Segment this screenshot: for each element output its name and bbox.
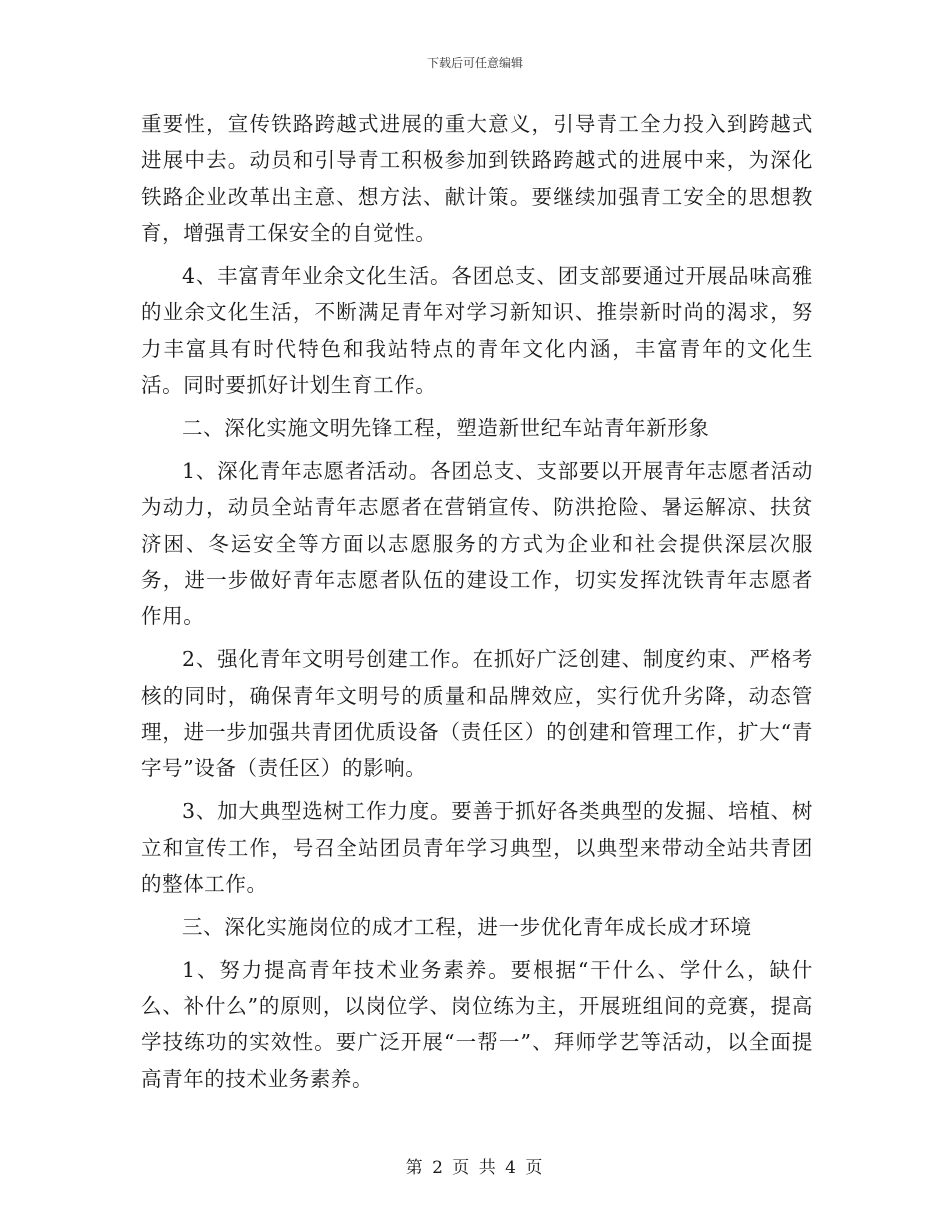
- paragraph-section2-item-1: 1、深化青年志愿者活动。各团总支、支部要以开展青年志愿者活动为动力，动员全站青年志愿者在营销宣传、防洪抢险、暑运解凉、扶贫济困、冬运安全等方面以志愿服务的方式为企业和社会提供深层次服务，进一步做好青年志愿者队伍的建设工作，切实发挥沈铁青年志愿者作用。: [141, 458, 813, 629]
- page-number-footer: 第 2 页 共 4 页: [405, 1158, 545, 1178]
- section-heading-3: 三、深化实施岗位的成才工程，进一步优化青年成长成才环境: [182, 914, 752, 939]
- page-header: 下载后可任意编辑: [426, 56, 523, 70]
- paragraph-item-4: 4、丰富青年业余文化生活。各团总支、团支部要通过开展品味高雅的业余文化生活，不断满足青年对学习新知识、推崇新时尚的渴求，努力丰富具有时代特色和我站特点的青年文化内涵，丰富青年的文化生活。同时要抓好计划生育工作。: [141, 264, 813, 398]
- document-body: [141, 106, 813, 1104]
- section-heading-2: 二、深化实施文明先锋工程，塑造新世纪车站青年新形象: [182, 416, 710, 441]
- paragraph-continuation: 重要性，宣传铁路跨越式进展的重大意义，引导青工全力投入到跨越式进展中去。动员和引导青工积极参加到铁路跨越式的进展中来，为深化铁路企业改革出主意、想方法、献计策。要继续加强青工安全的思想教育，增强青工保安全的自觉性。: [141, 112, 813, 246]
- paragraph-section3-item-1: 1、努力提高青年技术业务素养。要根据“干什么、学什么，缺什么、补什么”的原则，以岗位学、岗位练为主，开展班组间的竞赛，提高学技练功的实效性。要广泛开展“一帮一”、拜师学艺等活动，以全面提高青年的技术业务素养。: [141, 957, 813, 1091]
- paragraph-section2-item-2: 2、强化青年文明号创建工作。在抓好广泛创建、制度约束、严格考核的同时，确保青年文明号的质量和品牌效应，实行优升劣降，动态管理，进一步加强共青团优质设备（责任区）的创建和管理工作，扩大“青字号”设备（责任区）的影响。: [141, 647, 813, 781]
- paragraph-section2-item-3: 3、加大典型选树工作力度。要善于抓好各类典型的发掘、培植、树立和宣传工作，号召全站团员青年学习典型，以典型来带动全站共青团的整体工作。: [141, 799, 813, 897]
